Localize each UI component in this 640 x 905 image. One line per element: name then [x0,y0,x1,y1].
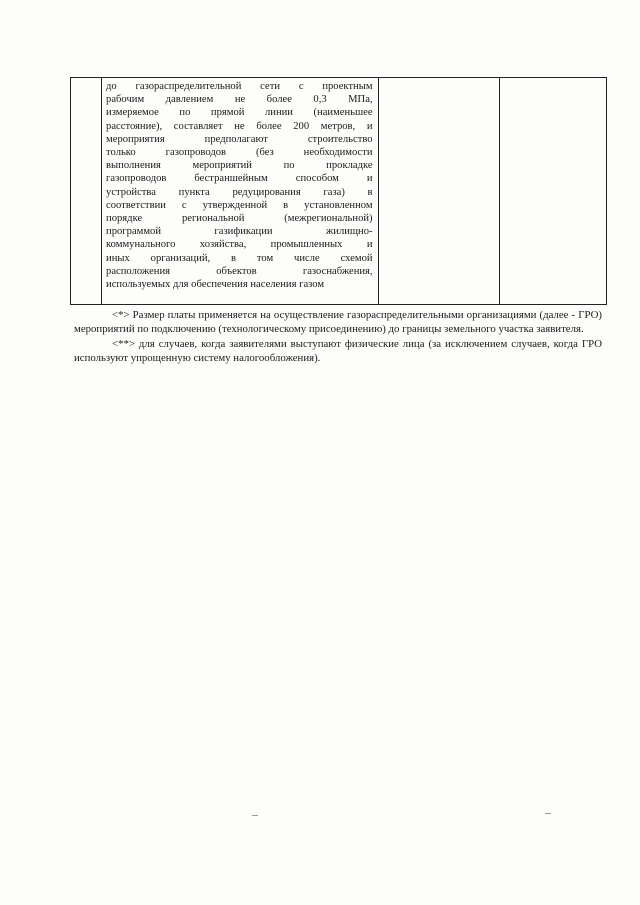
description-line: расстояние), составляет не более 200 метров, и [106,120,373,132]
description-line: газопроводов бестраншейным способом и [106,173,373,185]
description-line: используемых для обеспечения населения газом [106,279,325,291]
description-line: иных организаций, в том числе схемой [106,252,373,264]
table-cell-value-2 [499,78,606,305]
table-cell-value-1 [378,78,499,305]
description-text [102,78,378,291]
scan-mark [252,815,258,816]
fee-table [70,77,607,305]
description-line: программой газификации жилищно- [106,226,373,238]
description-line: измеряемое по прямой линии (наименьшее [106,107,373,119]
description-line: расположения объектов газоснабжения, [106,265,373,277]
description-line: рабочим давлением не более 0,3 МПа, [106,94,373,106]
scan-mark [545,813,551,814]
footnotes [74,308,602,365]
description-line: коммунального хозяйства, промышленных и [106,239,373,251]
footnote-1: <*> Размер платы применяется на осуществление газораспределительными организациями (далее - ГРО) мероприятий по подключению (технологическому присоединению) до границы земельного участка заявителя. [74,309,602,336]
description-line: порядке региональной (межрегиональной) [106,213,373,225]
description-line: мероприятия предполагают строительство [106,133,373,145]
description-line: выполнения мероприятий по прокладке [106,160,373,172]
description-line: устройства пункта редуцирования газа) в [106,186,373,198]
footnote-2: <**> для случаев, когда заявителями выступают физические лица (за исключением случаев, когда ГРО используют упрощенную систему налогообложения). [74,337,602,364]
table-cell-number [71,78,102,305]
description-line: соответствии с утвержденной в установленном [106,199,373,211]
table-row [71,78,607,305]
description-line: только газопроводов (без необходимости [106,147,373,159]
table-cell-description [102,78,379,305]
description-line: до газораспределительной сети с проектным [106,81,373,92]
